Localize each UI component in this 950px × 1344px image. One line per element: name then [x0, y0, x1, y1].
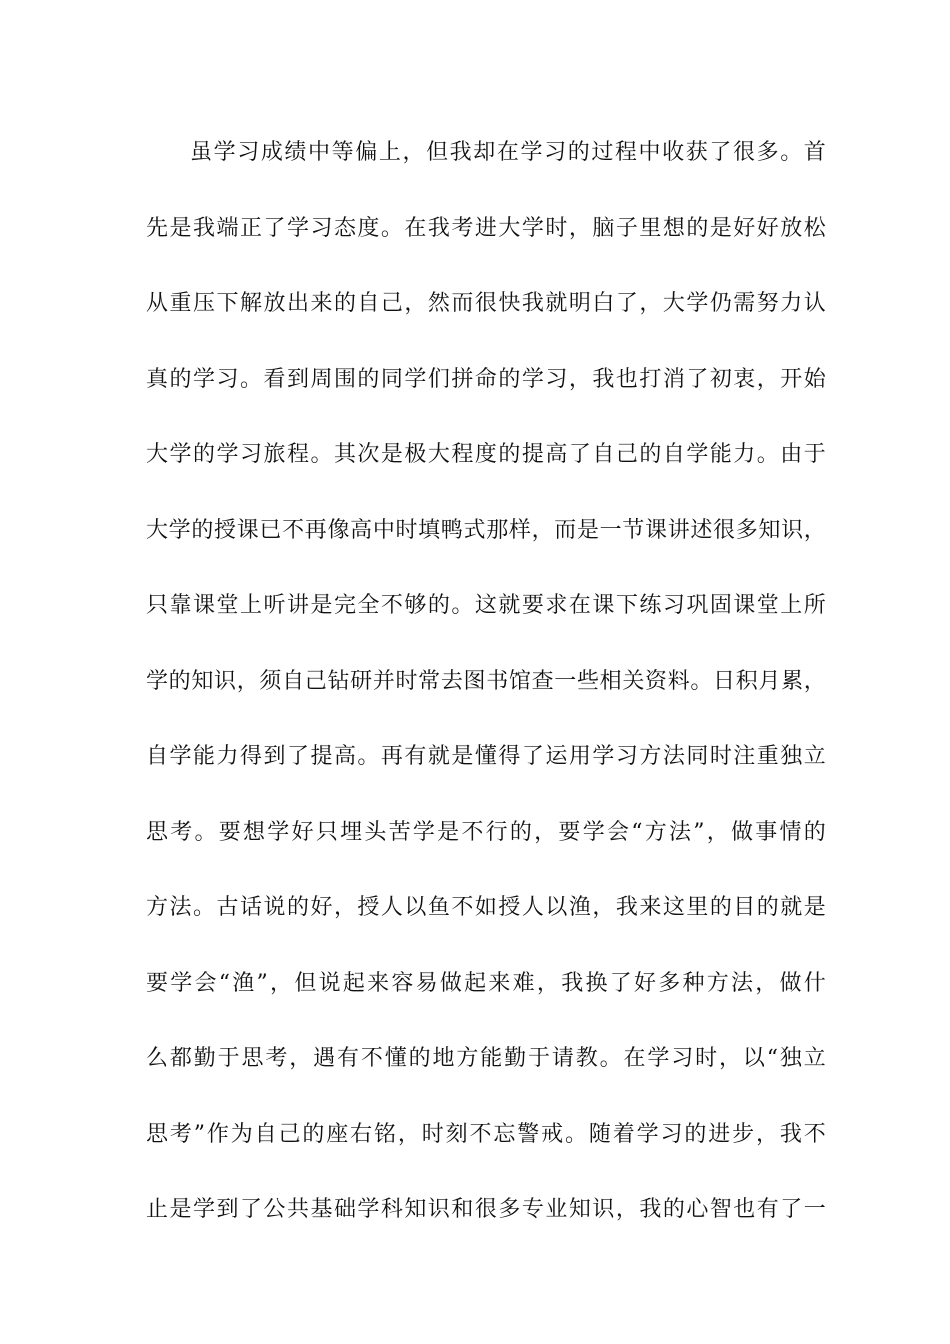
- text-line: 虽学习成绩中等偏上，但我却在学习的过程中收获了很多。首: [190, 140, 826, 165]
- text-line: 真的学习。看到周围的同学们拼命的学习，我也打消了初衷，开始: [146, 366, 826, 392]
- text-line: 思考。要想学好只埋头苦学是不行的，要学会“方法”，做事情的: [146, 819, 826, 845]
- text-line: 大学的授课已不再像高中时填鸭式那样，而是一节课讲述很多知识，: [146, 517, 826, 543]
- text-line: 止是学到了公共基础学科知识和很多专业知识，我的心智也有了一: [146, 1197, 826, 1222]
- text-line: 先是我端正了学习态度。在我考进大学时，脑子里想的是好好放松: [146, 215, 826, 241]
- paragraph: [146, 133, 826, 1266]
- text-line: 思考”作为自己的座右铭，时刻不忘警戒。随着学习的进步，我不: [146, 1121, 826, 1147]
- text-line: 大学的学习旅程。其次是极大程度的提高了自己的自学能力。由于: [146, 442, 826, 467]
- text-line: 要学会“渔”，但说起来容易做起来难，我换了好多种方法，做什: [146, 970, 826, 996]
- text-line: 从重压下解放出来的自己，然而很快我就明白了，大学仍需努力认: [146, 291, 826, 316]
- text-line: 么都勤于思考，遇有不懂的地方能勤于请教。在学习时，以“独立: [146, 1046, 826, 1071]
- text-line: 只靠课堂上听讲是完全不够的。这就要求在课下练习巩固课堂上所: [146, 593, 826, 618]
- text-line: 自学能力得到了提高。再有就是懂得了运用学习方法同时注重独立: [146, 744, 826, 769]
- text-line: 学的知识，须自己钻研并时常去图书馆查一些相关资料。日积月累，: [146, 668, 826, 694]
- text-line: 方法。古话说的好，授人以鱼不如授人以渔，我来这里的目的就是: [146, 895, 826, 920]
